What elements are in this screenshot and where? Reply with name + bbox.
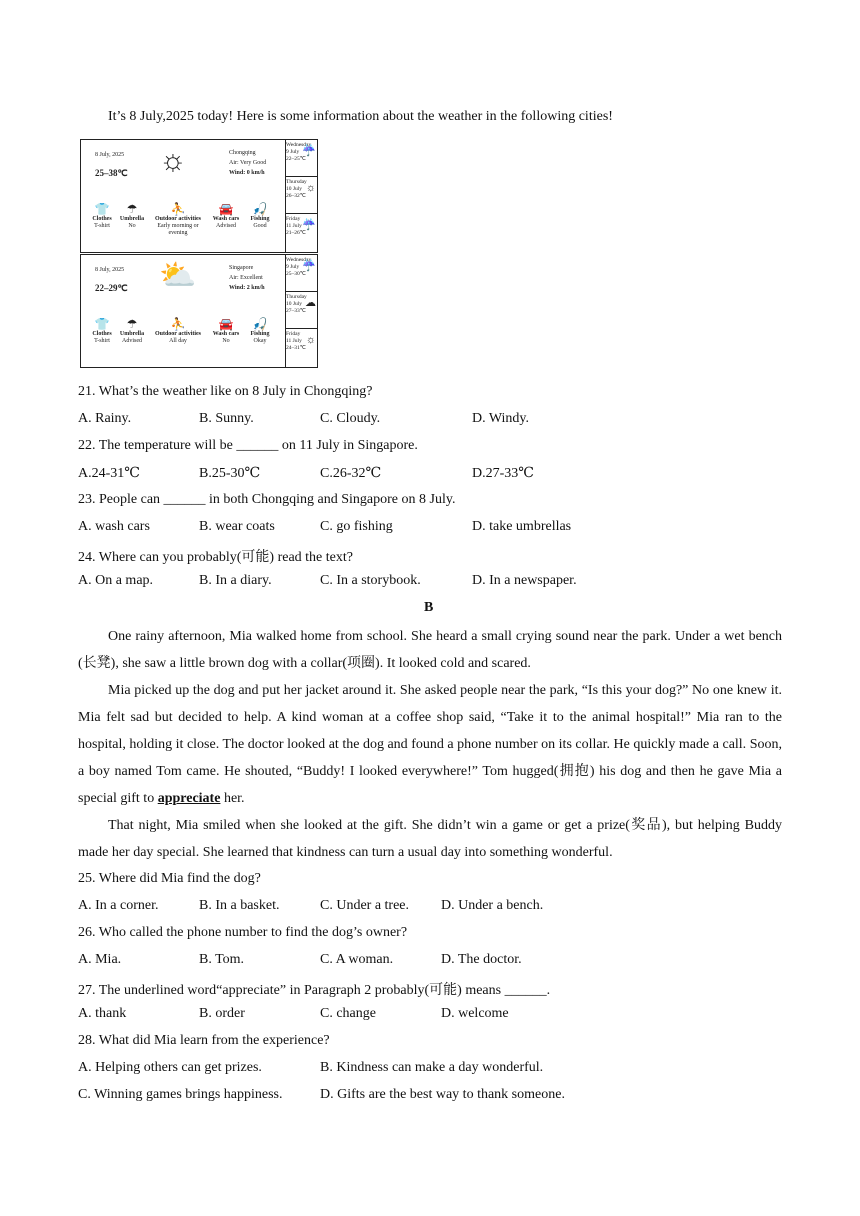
option-a: A. thank	[78, 1006, 127, 1021]
option-b: B. Sunny.	[199, 411, 254, 426]
item-value: Early morning or evening	[157, 223, 199, 236]
fishing-item	[241, 317, 279, 345]
rain-icon: ☔	[302, 260, 316, 272]
item-value: Okay	[253, 338, 267, 344]
fishing-icon: 🎣	[252, 202, 268, 216]
option-a: A. On a map.	[78, 573, 154, 588]
city-name: Singapore	[229, 265, 254, 271]
item-label: Clothes	[92, 216, 112, 222]
section-heading: B	[424, 600, 434, 615]
question-26: 26. Who called the phone number to find the dog’s owner?	[78, 925, 408, 940]
forecast-day	[285, 140, 317, 177]
card-date: 8 July, 2025	[95, 152, 125, 158]
question-28: 28. What did Mia learn from the experience?	[78, 1033, 330, 1048]
sun-icon: ☼	[159, 144, 187, 177]
weather-card-singapore	[80, 254, 318, 368]
forecast-temp: 21–26℃	[286, 230, 306, 236]
weather-main	[81, 140, 286, 252]
weather-main	[81, 255, 286, 367]
option-d: D. Under a bench.	[441, 898, 544, 913]
umbrella-item	[113, 202, 151, 230]
wash-cars-item	[207, 317, 245, 345]
option-c: C. Under a tree.	[320, 898, 410, 913]
option-c: C. A woman.	[320, 952, 394, 967]
option-a: A. Helping others can get prizes.	[78, 1060, 262, 1075]
forecast-temp: 25–30℃	[286, 271, 306, 277]
forecast-date: 9 July	[286, 149, 300, 155]
question-21: 21. What’s the weather like on 8 July in Chongqing?	[78, 384, 373, 399]
forecast-weekday: Wednesday	[286, 142, 312, 148]
item-value: Advised	[216, 223, 236, 229]
option-d: D.27-33℃	[472, 466, 534, 481]
wash-cars-item	[207, 202, 245, 230]
option-c: C. go fishing	[320, 519, 393, 534]
forecast-temp: 22–25℃	[286, 156, 306, 162]
umbrella-icon: ☂	[126, 317, 138, 331]
forecast-date: 9 July	[286, 264, 300, 270]
car-icon: 🚘	[218, 317, 234, 331]
paragraph-text: her.	[220, 791, 245, 806]
rain-icon: ☔	[302, 145, 316, 157]
card-city-info	[229, 263, 265, 293]
city-name: Chongqing	[229, 150, 256, 156]
paragraph-text: Mia picked up the dog and put her jacket around it. She asked people near the park, “Is this your dog?” No one knew it. Mia felt sad but decided to help. A kind woman at a coffee shop said, “Take it to the animal hospital!” Mia ran to the hospital, holding it close. The doctor looked at the dog and found a phone number on its collar. He quickly made a call. Soon, a boy named Tom came. He shouted, “Buddy! I looked everywhere!” Tom hugged(拥抱) his dog and then he gave Mia a special gift to	[78, 683, 782, 806]
paragraph-3	[78, 812, 782, 866]
item-label: Wash cars	[212, 216, 240, 222]
wind-speed: Wind: 0 km/h	[229, 170, 265, 176]
rain-icon: ☔	[302, 219, 316, 231]
air-quality: Air: Excellent	[229, 275, 263, 281]
paragraph-text: One rainy afternoon, Mia walked home from school. She heard a small crying sound near the park. Under a wet bench (长凳), she saw a little brown dog with a collar(项圈). It looked cold and scared.	[78, 629, 782, 671]
tshirt-icon: 👕	[94, 202, 110, 216]
running-icon: ⛹	[170, 202, 186, 216]
option-d: D. In a newspaper.	[472, 573, 577, 588]
forecast-day	[285, 255, 317, 292]
option-c: C. Winning games brings happiness.	[78, 1087, 283, 1102]
forecast-weekday: Thursday	[286, 294, 307, 300]
forecast-date: 10 July	[286, 301, 303, 307]
option-d: D. welcome	[441, 1006, 509, 1021]
item-value: No	[222, 338, 230, 344]
paragraph-1	[78, 623, 782, 677]
option-a: A. Mia.	[78, 952, 122, 967]
option-d: D. Gifts are the best way to thank someone.	[320, 1087, 565, 1102]
forecast-temp: 26–32℃	[286, 193, 306, 199]
outdoor-item	[153, 317, 203, 345]
intro-text: It’s 8 July,2025 today! Here is some information about the weather in the following cities!	[108, 109, 613, 124]
forecast-temp: 27–33℃	[286, 308, 306, 314]
forecast-weekday: Friday	[286, 331, 301, 337]
forecast-day	[285, 214, 317, 251]
item-value: All day	[169, 338, 187, 344]
option-b: B. In a basket.	[199, 898, 280, 913]
forecast-weekday: Friday	[286, 216, 301, 222]
sun-icon: ☼	[305, 182, 316, 194]
option-c: C.26-32℃	[320, 466, 382, 481]
wind-speed: Wind: 2 km/h	[229, 285, 265, 291]
umbrella-item	[113, 317, 151, 345]
outdoor-item	[153, 202, 203, 237]
tshirt-icon: 👕	[94, 317, 110, 331]
question-24: 24. Where can you probably(可能) read the text?	[78, 550, 353, 565]
item-value: No	[128, 223, 136, 229]
option-a: A. wash cars	[78, 519, 150, 534]
option-d: D. Windy.	[472, 411, 529, 426]
forecast-day	[285, 329, 317, 366]
item-label: Fishing	[250, 331, 270, 337]
forecast-date: 11 July	[286, 338, 302, 344]
option-a: A. In a corner.	[78, 898, 159, 913]
option-d: D. The doctor.	[441, 952, 522, 967]
question-27: 27. The underlined word“appreciate” in Paragraph 2 probably(可能) means ______.	[78, 983, 551, 998]
forecast-date: 10 July	[286, 186, 303, 192]
item-label: Wash cars	[212, 331, 240, 337]
option-b: B. Tom.	[199, 952, 245, 967]
item-label: Fishing	[250, 216, 270, 222]
running-icon: ⛹	[170, 317, 186, 331]
forecast-weekday: Wednesday	[286, 257, 312, 263]
card-temperature: 25–38℃	[95, 168, 128, 178]
forecast-day	[285, 177, 317, 214]
option-b: B. Kindness can make a day wonderful.	[320, 1060, 544, 1075]
option-b: B. wear coats	[199, 519, 275, 534]
forecast-day	[285, 292, 317, 329]
car-icon: 🚘	[218, 202, 234, 216]
item-label: Umbrella	[119, 331, 145, 337]
fishing-icon: 🎣	[252, 317, 268, 331]
item-label: Outdoor activities	[154, 331, 202, 337]
card-city-info	[229, 148, 266, 178]
item-label: Outdoor activities	[154, 216, 202, 222]
option-b: B. In a diary.	[199, 573, 272, 588]
option-b: B. order	[199, 1006, 245, 1021]
option-b: B.25-30℃	[199, 466, 261, 481]
item-label: Umbrella	[119, 216, 145, 222]
item-label: Clothes	[92, 331, 112, 337]
forecast-temp: 24–31℃	[286, 345, 306, 351]
sun-icon: ☼	[305, 334, 316, 346]
partly-cloudy-icon: ⛅	[159, 259, 197, 292]
option-c: C. In a storybook.	[320, 573, 421, 588]
paragraph-text: That night, Mia smiled when she looked at the gift. She didn’t win a game or get a prize(奖品), but helping Buddy made her day special. She learned that kindness can turn a usual day into something wonderful.	[78, 818, 782, 860]
forecast-column	[285, 140, 317, 252]
paragraph-2	[78, 677, 782, 812]
card-temperature: 22–29℃	[95, 283, 128, 293]
forecast-weekday: Thursday	[286, 179, 307, 185]
option-d: D. take umbrellas	[472, 519, 572, 534]
umbrella-icon: ☂	[126, 202, 138, 216]
option-a: A. Rainy.	[78, 411, 132, 426]
forecast-column	[285, 255, 317, 367]
option-c: C. change	[320, 1006, 376, 1021]
option-a: A.24-31℃	[78, 466, 140, 481]
cloud-icon: ☁	[305, 297, 316, 309]
weather-card-chongqing	[80, 139, 318, 253]
item-value: T-shirt	[94, 338, 110, 344]
card-date: 8 July, 2025	[95, 267, 125, 273]
item-value: Advised	[122, 338, 142, 344]
fishing-item	[241, 202, 279, 230]
item-value: T-shirt	[94, 223, 110, 229]
item-value: Good	[253, 223, 267, 229]
underlined-word: appreciate	[157, 791, 221, 806]
option-c: C. Cloudy.	[320, 411, 381, 426]
question-22: 22. The temperature will be ______ on 11 July in Singapore.	[78, 438, 418, 453]
question-25: 25. Where did Mia find the dog?	[78, 871, 261, 886]
air-quality: Air: Very Good	[229, 160, 267, 166]
forecast-date: 11 July	[286, 223, 302, 229]
question-23: 23. People can ______ in both Chongqing and Singapore on 8 July.	[78, 492, 456, 507]
